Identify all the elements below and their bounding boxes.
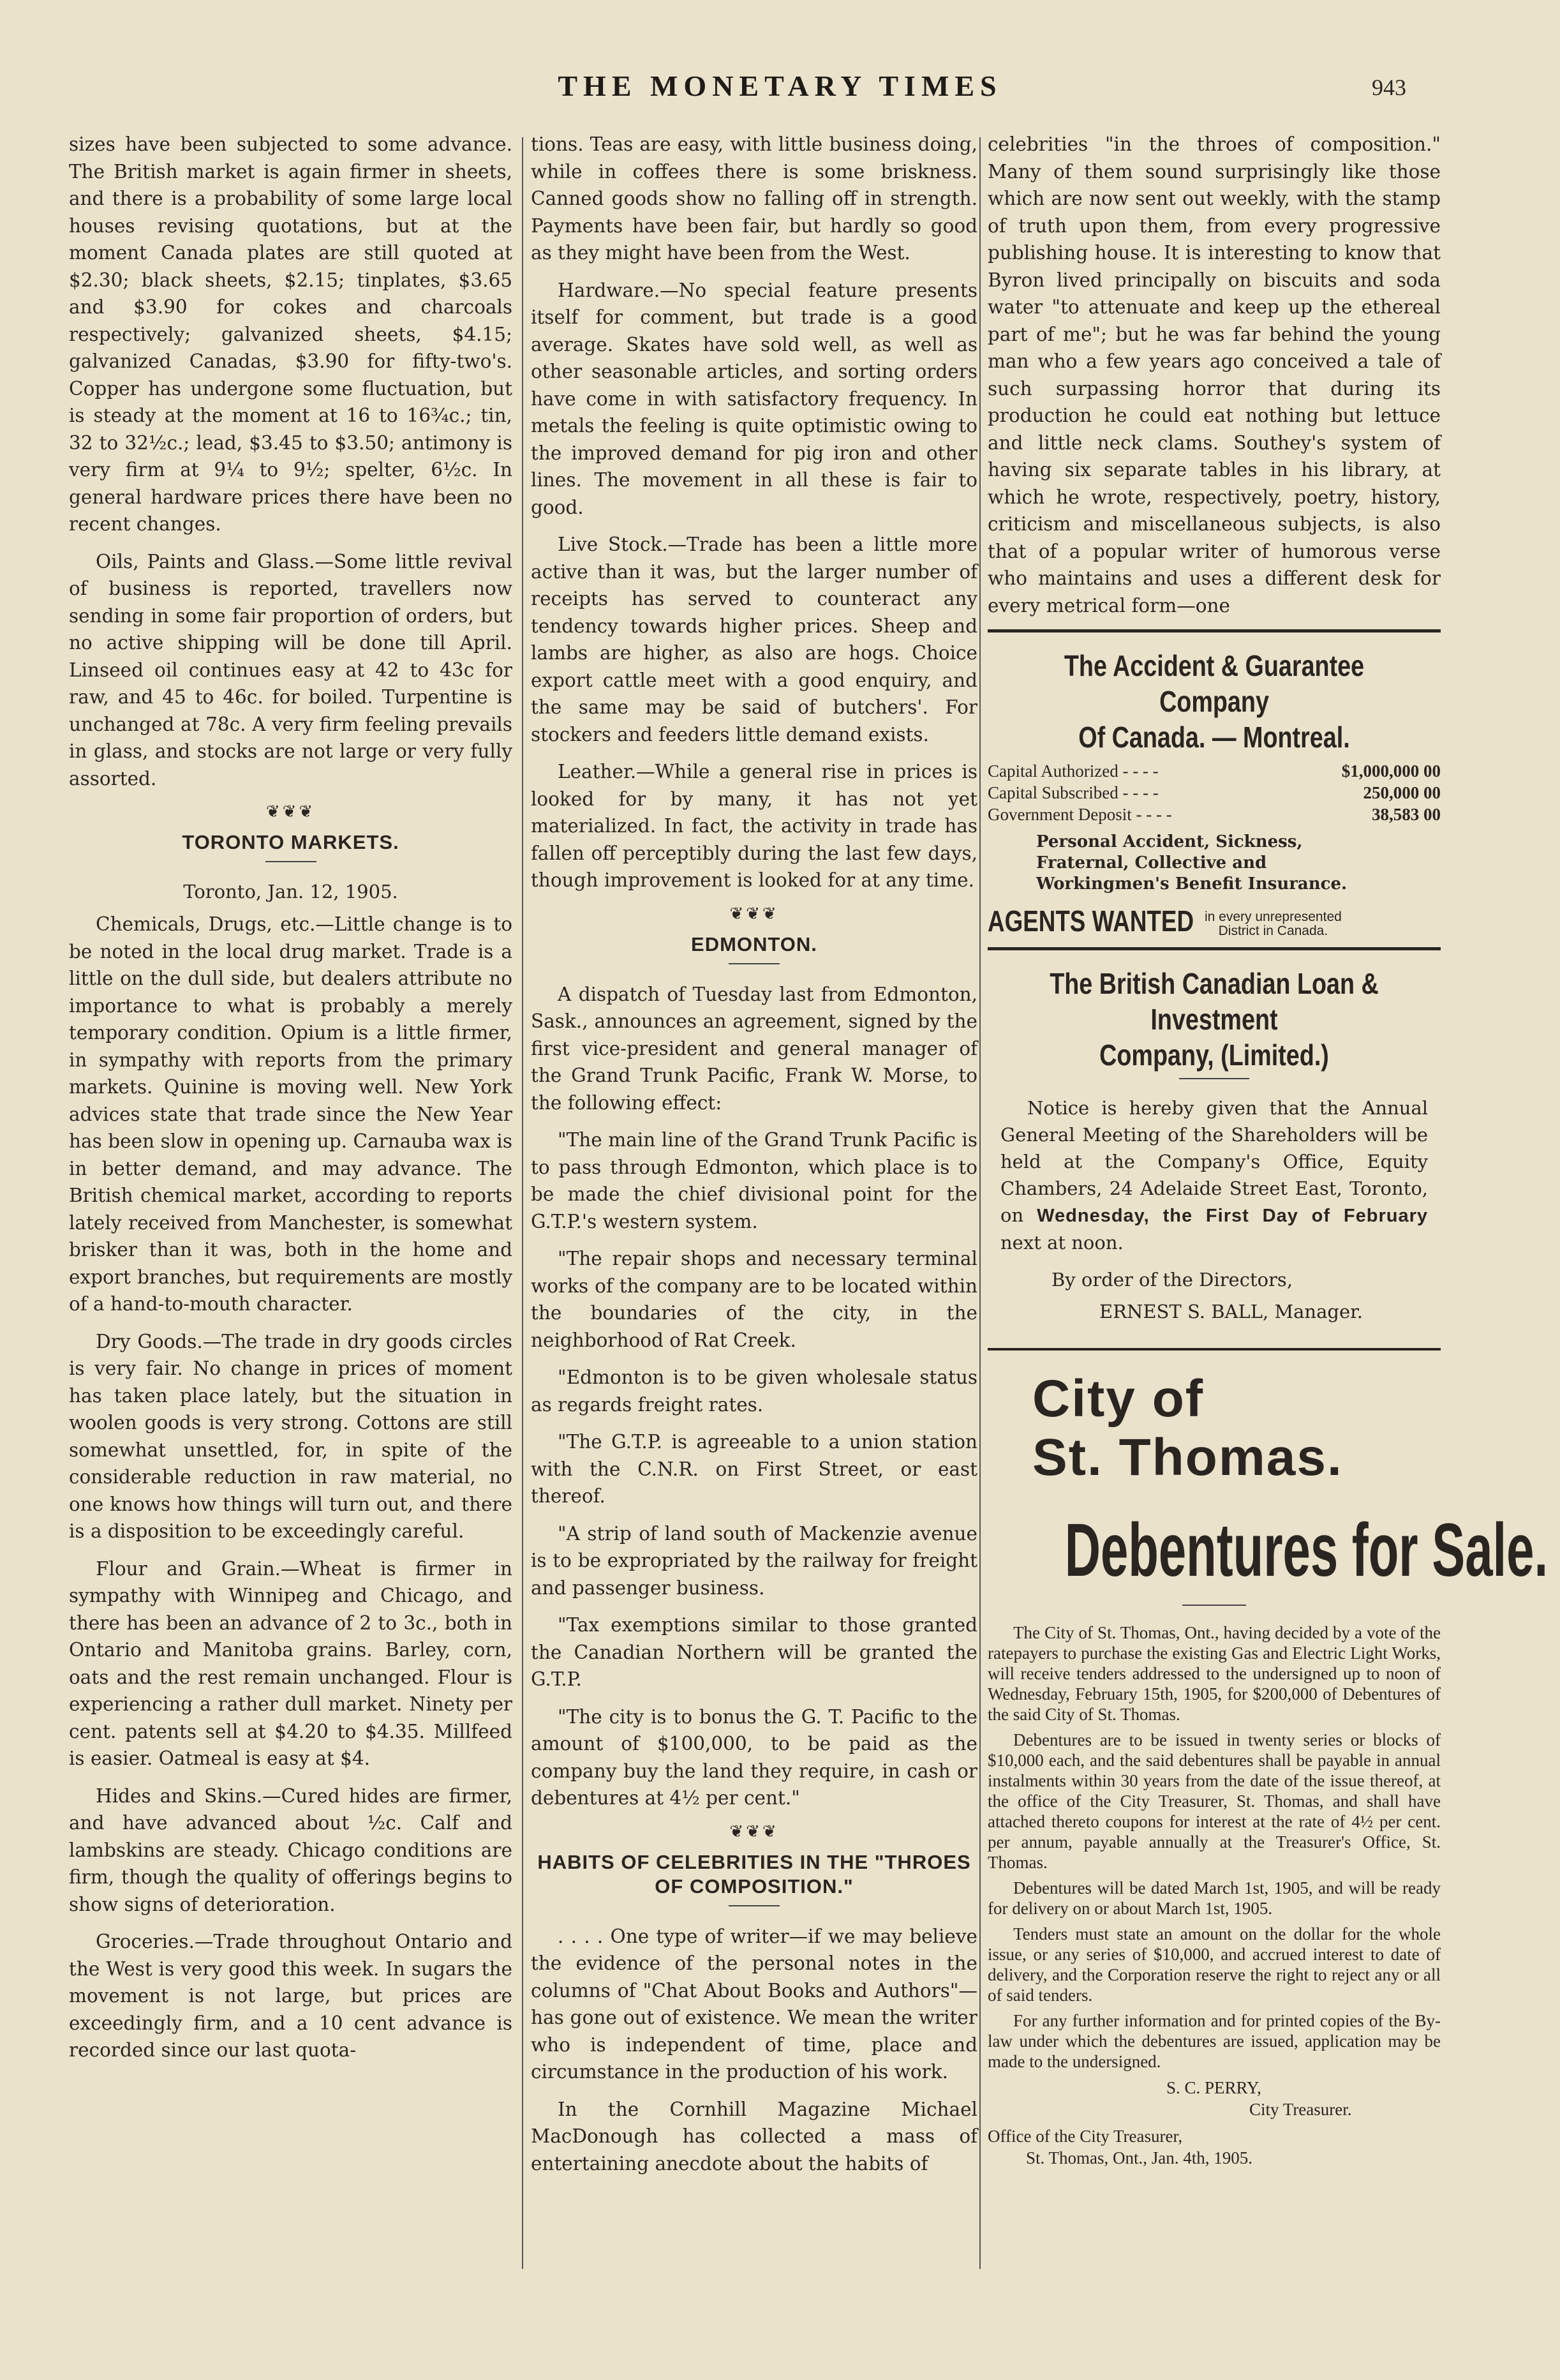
accident-guarantee-ad: [988, 648, 1441, 938]
city-title: St. Thomas.: [1032, 1428, 1343, 1486]
notice-text-end: next at noon.: [1000, 1232, 1124, 1254]
flour-grain-paragraph: Flour and Grain.—Wheat is firmer in sympathy with Winnipeg and Chicago, and there has been an advance of 2 to 3c., both in Ontario and Manitoba grains. Barley, corn, oats and the rest remain unchanged. Flour is experiencing a rather dull market. Ninety per cent. patents sell at $4.20 to $4.35. Millfeed is easier. Oatmeal is easy at $4.: [69, 1557, 512, 1769]
edmonton-paragraph: "The repair shops and necessary terminal works of the company are to be located within the boundaries of the city, in the neighborhood of Rat Creek.: [531, 1248, 977, 1351]
british-canadian-loan-ad: [988, 966, 1441, 1325]
edmonton-heading: EDMONTON.: [691, 932, 817, 955]
groceries-paragraph: Groceries.—Trade throughout Ontario and the West is very good this week. In sugars the movement is not large, but prices are exceedingly firm, and a 10 cent advance is recorded since our last quota-: [69, 1931, 512, 2061]
ad-title: The Accident & Guarantee Company: [1064, 649, 1365, 718]
capital-amount: 38,583 00: [1372, 805, 1441, 824]
edmonton-paragraph: "The main line of the Grand Trunk Pacific is to pass through Edmonton, which place is to be made the chief divisional point for the G.T.P.'s western system.: [531, 1129, 977, 1232]
office-line: Office of the City Treasurer,: [988, 2127, 1183, 2146]
agents-detail-line: in every unrepresented: [1205, 909, 1342, 924]
treasurer-title: City Treasurer.: [1249, 2100, 1352, 2119]
manager-signature: ERNEST S. BALL, Manager.: [1099, 1301, 1363, 1322]
column-3: [988, 131, 1549, 2169]
heading-rule: [729, 963, 780, 964]
agents-wanted-detail: [1205, 910, 1342, 938]
section-ornament: ❦❦❦: [265, 802, 316, 821]
office-date: St. Thomas, Ont., Jan. 4th, 1905.: [1026, 2148, 1253, 2167]
capital-row: [988, 760, 1441, 782]
capital-label: Government Deposit - - - -: [988, 805, 1172, 824]
toronto-markets-heading: TORONTO MARKETS.: [182, 831, 399, 853]
chemicals-paragraph: Chemicals, Drugs, etc.—Little change is to be noted in the local drug market. Trade is a little on the dull side, but dealers attribute no importance to what is probably a merely temporary condition. Opium is a little firmer, in sympathy with reports from the primary markets. Quinine is moving well. New York advices state that trade since the New Year has been slow in opening up. Carnauba wax is in better demand, and may advance. The British chemical market, according to reports lately received from Manchester, is somewhat brisker than it was, both in the home and export branches, but requirements are mostly of a hand-to-mouth character.: [69, 913, 512, 1315]
dry-goods-paragraph: Dry Goods.—The trade in dry goods circles is very fair. No change in prices of moment has taken place lately, but the situation in woolen goods is very strong. Cottons are still somewhat unsettled, for, in spite of the considerable reduction in raw material, no one knows how things will turn out, and there is a disposition to be exceedingly careful.: [69, 1330, 512, 1542]
section-ornament: ❦❦❦: [729, 1822, 779, 1841]
notice-text-start: Notice is hereby given that the Annual General Meeting of the Shareholders will be held at the Company's Office, Equity Chambers, 24 Adelaide Street East, Toronto, on: [1000, 1097, 1428, 1226]
edmonton-paragraph: "The G.T.P. is agreeable to a union station with the C.N.R. on First Street, or east thereof.: [531, 1431, 977, 1507]
terms-paragraph: Debentures are to be issued in twenty series or blocks of $10,000 each, and the said debentures shall be payable in annual instalments within 30 years from the date of the issue thereof, at the office of the City Treasurer, St. Thomas, and shall have attached thereto coupons for interest at the rate of 4½ per cent. per annum, payable annually at the Treasurer's Office, St. Thomas.: [988, 1730, 1441, 1872]
celebrities-continued: celebrities "in the throes of composition." Many of them sound surprisingly like those which are now sent out weekly, with the stamp of truth upon them, from every progressive publishing house. It is interesting to know that Byron lived principally on biscuits and soda water "to attenuate and keep up the ethereal part of me"; but he was far behind the young man who a few years ago conceived a tale of such surpassing horror that during its production he could eat nothing but lettuce and little neck clams. Southey's system of having six separate tables in his library, at which he wrote, respectively, poetry, history, criticism and miscellaneous subjects, is also that of a popular writer of humorous verse who maintains and uses a different desk for every metrical form—one: [988, 133, 1441, 617]
celebrities-paragraph: . . . . One type of writer—if we may believe the evidence of the personal notes in the columns of "Chat About Books and Authors"—has gone out of existence. We mean the writer who is independent of time, place and circumstance in the production of his work.: [531, 1925, 977, 2083]
notice-date: Wednesday, the First Day of February: [1037, 1206, 1429, 1226]
ad-title: Company, (Limited.): [1099, 1038, 1329, 1072]
edmonton-paragraph: A dispatch of Tuesday last from Edmonton, Sask., announces an agreement, signed by the first vice-president and general manager of the Grand Trunk Pacific, Frank W. Morse, to the following effect:: [531, 983, 977, 1114]
city-title: City of: [1032, 1370, 1205, 1428]
edmonton-paragraph: "Tax exemptions similar to those granted the Canadian Northern will be granted the G.T.P.: [531, 1614, 977, 1690]
running-title: THE MONETARY TIMES: [558, 70, 1002, 102]
agents-wanted-label: AGENTS WANTED: [988, 904, 1194, 938]
capital-label: Capital Authorized - - - -: [988, 761, 1159, 781]
capital-label: Capital Subscribed - - - -: [988, 783, 1159, 802]
debenture-terms: [988, 1622, 1441, 2072]
heading-rule: [729, 1905, 780, 1906]
section-ornament: ❦❦❦: [729, 904, 779, 924]
ad-title: The British Canadian Loan & Investment: [1050, 967, 1379, 1036]
heading-rule: [1179, 1078, 1249, 1079]
insurance-line: Workingmen's Benefit Insurance.: [1036, 874, 1348, 894]
terms-paragraph: Tenders must state an amount on the dollar for the whole issue, or any series of $10,000, and accrued interest to date of delivery, and the Corporation reserve the right to reject any or all of said tenders.: [988, 1924, 1441, 2005]
ad-divider: [988, 629, 1441, 632]
capital-amount: $1,000,000 00: [1341, 761, 1441, 781]
ad-divider: [988, 947, 1441, 950]
meeting-notice: [988, 1095, 1441, 1256]
column-rule-right: [979, 137, 981, 2269]
metals-paragraph: sizes have been subjected to some advance. The British market is again firmer in sheets, and there is a probability of some large local houses revising quotations, but at the moment Canada plates are still quoted at $2.30; black sheets, $2.15; tinplates, $3.65 and $3.90 for cokes and charcoals respectively; galvanized sheets, $4.15; galvanized Canadas, $3.90 for fifty-two's. Copper has undergone some fluctuation, but is steady at the moment at 16 to 16¾c.; tin, 32 to 32½c.; lead, $3.45 to $3.50; antimony is very firm at 9¼ to 9½; spelter, 6½c. In general hardware prices there have been no recent changes.: [69, 133, 512, 535]
debentures-headline: Debentures for Sale.: [1064, 1508, 1549, 1592]
oils-paragraph: Oils, Paints and Glass.—Some little revival of business is reported, travellers now sending in some fair proportion of orders, but no active shipping will be done till April. Linseed oil continues easy at 42 to 43c for raw, and 45 to 46c. for boiled. Turpentine is unchanged at 78c. A very firm feeling prevails in glass, and stocks are not large or very fully assorted.: [69, 550, 512, 790]
agents-detail-line: District in Canada.: [1218, 924, 1328, 938]
insurance-line: Personal Accident, Sickness,: [1036, 832, 1303, 851]
insurance-line: Fraternal, Collective and: [1036, 853, 1267, 872]
hides-skins-paragraph: Hides and Skins.—Cured hides are firmer, and have advanced about ½c. Calf and lambskins are steady. Chicago conditions are firm, though the quality of offerings begins to show signs of deterioration.: [69, 1785, 512, 1915]
order-line: By order of the Directors,: [1051, 1269, 1293, 1291]
capital-amount: 250,000 00: [1363, 783, 1441, 802]
leather-paragraph: Leather.—While a general rise in prices is looked for by many, it has not yet materialized. In fact, the activity in trade has fallen off perceptibly during the last few days, though improvement is looked for at any time.: [531, 761, 977, 891]
capital-table: [988, 760, 1441, 825]
celebrities-paragraph: In the Cornhill Magazine Michael MacDonough has collected a mass of entertaining anecdote about the habits of: [531, 2098, 977, 2174]
capital-row: [988, 804, 1441, 825]
column-1: [69, 131, 512, 2074]
hardware-paragraph: Hardware.—No special feature presents itself for comment, but trade is a good average. Skates have sold well, as well as other seasonable articles, and sorting orders have come in with satisfactory frequency. In metals the feeling is quite optimistic owing to the improved demand for pig iron and other lines. The movement in all these is fair to good.: [531, 279, 977, 518]
edmonton-paragraph: "The city is to bonus the G. T. Pacific to the amount of $100,000, to be paid as the company buy the land they require, in cash or debentures at 4½ per cent.": [531, 1705, 977, 1809]
column-rule-left: [522, 137, 523, 2269]
column-2: [531, 131, 977, 2187]
ad-title: Of Canada. — Montreal.: [1078, 721, 1350, 754]
edmonton-paragraph: "Edmonton is to be given wholesale status as regards freight rates.: [531, 1366, 977, 1416]
agents-wanted: [988, 904, 1441, 938]
capital-row: [988, 782, 1441, 804]
celebrities-heading: HABITS OF CELEBRITIES IN THE "THROES OF COMPOSITION.": [537, 1850, 971, 1897]
terms-paragraph: For any further information and for printed copies of the By-law under which the debentures are issued, application may be made to the undersigned.: [988, 2011, 1441, 2071]
dateline: Toronto, Jan. 12, 1905.: [183, 881, 398, 902]
st-thomas-debentures-ad: [988, 1370, 1549, 2169]
treasurer-name: S. C. PERRY,: [1166, 2078, 1261, 2097]
page-number: 943: [1372, 75, 1406, 100]
terms-paragraph: The City of St. Thomas, Ont., having decided by a vote of the ratepayers to purchase the existing Gas and Electric Light Works, will receive tenders addressed to the undersigned up to noon of Wednesday, February 15th, 1905, for $200,000 of Debentures of the said City of St. Thomas.: [988, 1623, 1441, 1724]
ad-divider: [988, 1348, 1441, 1351]
heading-rule: [1182, 1605, 1246, 1606]
groceries-continued: tions. Teas are easy, with little business doing, while in coffees there is some briskness. Canned goods show no falling off in strength. Payments have been fair, but hardly so good as they might have been from the West.: [531, 133, 977, 264]
live-stock-paragraph: Live Stock.—Trade has been a little more active than it was, but the larger number of receipts has served to counteract any tendency towards higher prices. Sheep and lambs are higher, as also are hogs. Choice export cattle meet with a good enquiry, and the same may be said of butchers'. For stockers and feeders little demand exists.: [531, 534, 977, 745]
terms-paragraph: Debentures will be dated March 1st, 1905, and will be ready for delivery on or about March 1st, 1905.: [988, 1878, 1441, 1918]
edmonton-paragraph: "A strip of land south of Mackenzie avenue is to be expropriated by the railway for freight and passenger business.: [531, 1522, 977, 1599]
notice-text: [988, 1095, 1441, 1256]
heading-rule: [265, 861, 316, 862]
